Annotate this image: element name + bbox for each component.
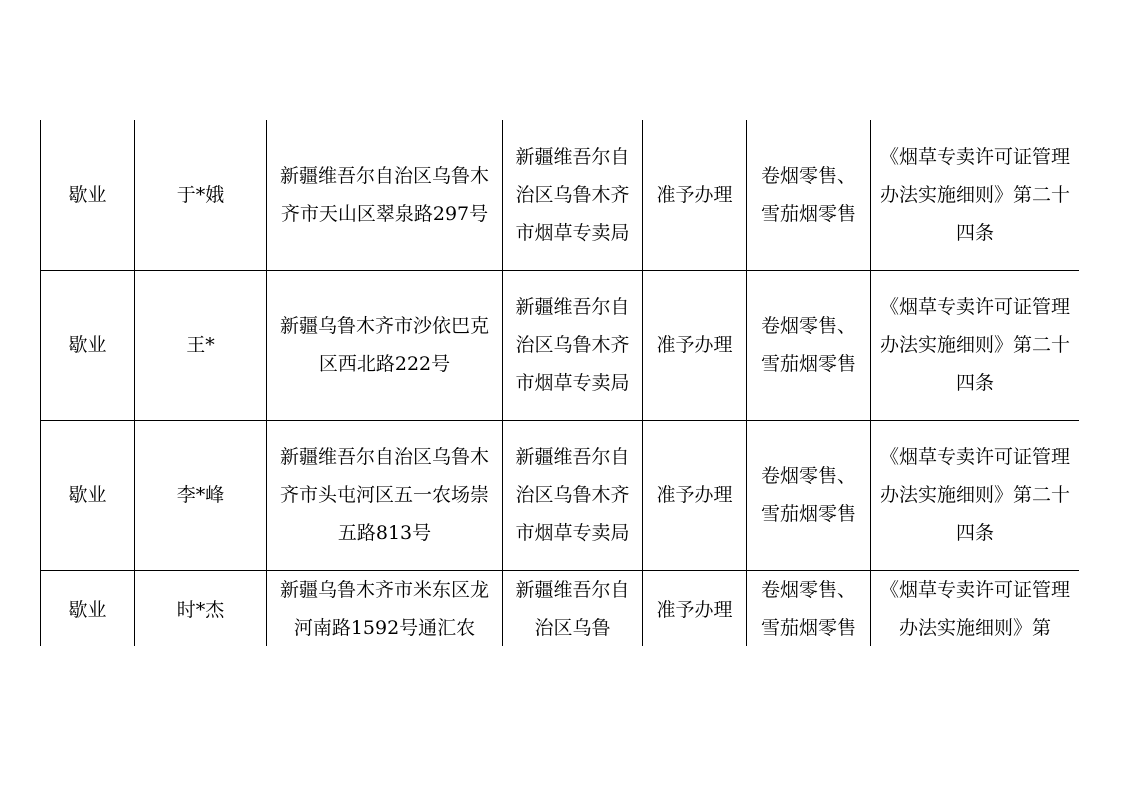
authority-cell: 新疆维吾尔自治区乌鲁木齐市烟草专卖局 [503, 420, 643, 570]
name-cell: 王* [135, 270, 267, 420]
status-cell: 歇业 [41, 570, 135, 646]
decision-cell: 准予办理 [643, 570, 747, 646]
scope-cell: 卷烟零售、雪茄烟零售 [747, 270, 871, 420]
basis-cell: 《烟草专卖许可证管理办法实施细则》第 [871, 570, 1080, 646]
name-cell: 时*杰 [135, 570, 267, 646]
decision-cell: 准予办理 [643, 120, 747, 270]
authority-cell: 新疆维吾尔自治区乌鲁木齐市烟草专卖局 [503, 120, 643, 270]
status-cell: 歇业 [41, 420, 135, 570]
scope-cell: 卷烟零售、雪茄烟零售 [747, 420, 871, 570]
authority-cell: 新疆维吾尔自治区乌鲁木齐市烟草专卖局 [503, 270, 643, 420]
table-row [41, 270, 1080, 420]
table-row [41, 570, 1080, 646]
table-container [40, 120, 1079, 646]
name-cell: 于*娥 [135, 120, 267, 270]
table-row [41, 420, 1080, 570]
license-table [40, 120, 1079, 646]
decision-cell: 准予办理 [643, 420, 747, 570]
name-cell: 李*峰 [135, 420, 267, 570]
status-cell: 歇业 [41, 120, 135, 270]
status-cell: 歇业 [41, 270, 135, 420]
basis-cell: 《烟草专卖许可证管理办法实施细则》第二十四条 [871, 120, 1080, 270]
authority-cell: 新疆维吾尔自治区乌鲁 [503, 570, 643, 646]
basis-cell: 《烟草专卖许可证管理办法实施细则》第二十四条 [871, 270, 1080, 420]
decision-cell: 准予办理 [643, 270, 747, 420]
scope-cell: 卷烟零售、雪茄烟零售 [747, 120, 871, 270]
basis-cell: 《烟草专卖许可证管理办法实施细则》第二十四条 [871, 420, 1080, 570]
address-cell: 新疆乌鲁木齐市米东区龙河南路1592号通汇农 [267, 570, 503, 646]
address-cell: 新疆维吾尔自治区乌鲁木齐市天山区翠泉路297号 [267, 120, 503, 270]
address-cell: 新疆维吾尔自治区乌鲁木齐市头屯河区五一农场崇五路813号 [267, 420, 503, 570]
table-row [41, 120, 1080, 270]
scope-cell: 卷烟零售、雪茄烟零售 [747, 570, 871, 646]
address-cell: 新疆乌鲁木齐市沙依巴克区西北路222号 [267, 270, 503, 420]
